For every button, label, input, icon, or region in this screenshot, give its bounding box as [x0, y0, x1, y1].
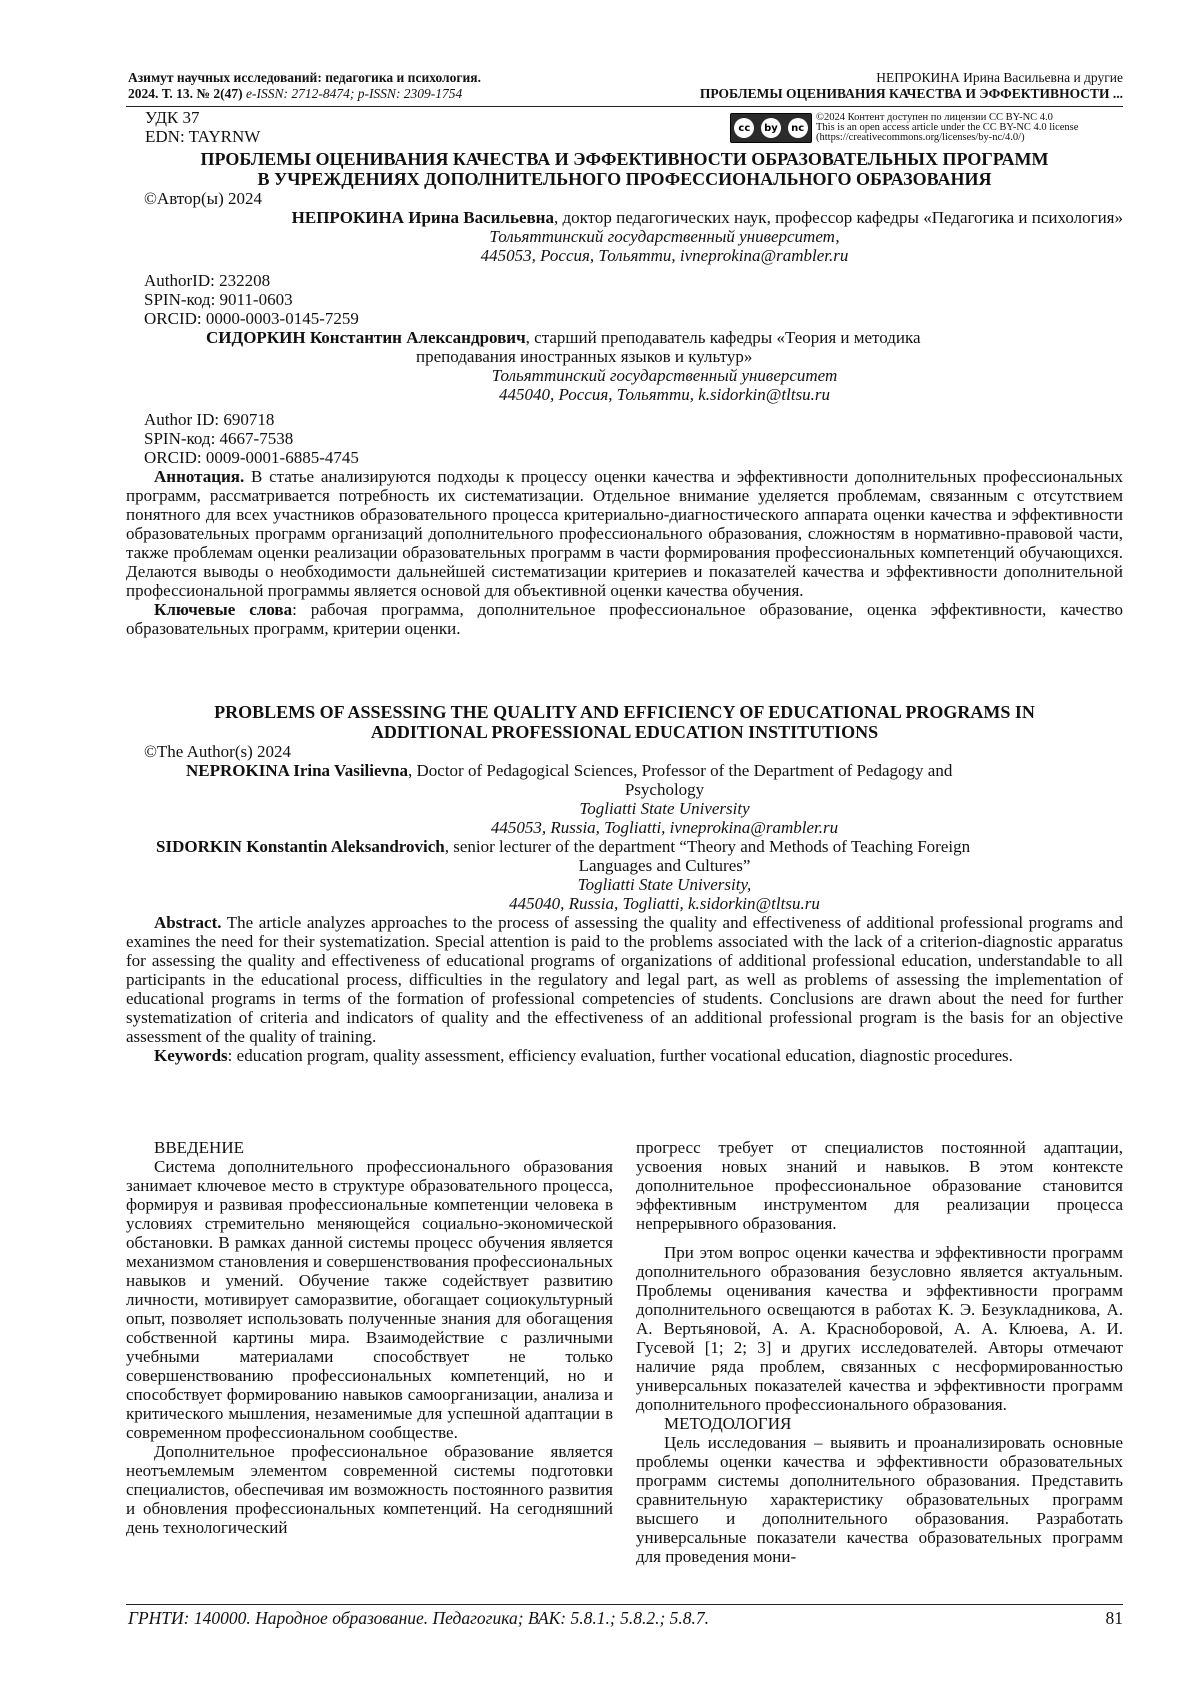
ru-title-line: ПРОБЛЕМЫ ОЦЕНИВАНИЯ КАЧЕСТВА И ЭФФЕКТИВНОСТИ ОБРАЗОВАТЕЛЬНЫХ ПРОГРАММ [200, 149, 1049, 169]
en-author1-address: 445053, Russia, Togliatti, ivneprokina@rambler.ru [490, 818, 839, 837]
author-position: , Doctor of Pedagogical Sciences, Professor of the Department of Pedagogy and [408, 761, 953, 780]
ru-author1 [126, 208, 1123, 227]
by-icon: by [761, 118, 781, 138]
en-author1-org: Togliatti State University [579, 799, 750, 818]
en-abstract [126, 913, 1123, 1046]
abstract-label: Аннотация. [154, 467, 245, 486]
abstract-text: В статье анализируются подходы к процессу оценки качества и эффективности дополнительных профессиональных программ, рассматривается потребность их систематизации. Отдельное внимание уделяется проблемам, связанным с отсутствием понятного для всех участников образовательного процесса критериально-диагностического аппарата оценки качества и эффективности образовательных программ организаций дополнительного профессионального образования, сложностям в нормативно-правовой части, также проблемам оценки реализации образовательных программ в части формирования профессиональных компетенций обучающихся. Делаются выводы о необходимости дальнейшей систематизации критериев и показателей качества и эффективности дополнительной профессиональной программы является основой для объективной оценки качества обучения. [126, 467, 1123, 600]
en-author2-org: Togliatti State University, [577, 875, 752, 894]
license-block [730, 113, 1111, 143]
ru-author2 [126, 328, 1123, 347]
keywords-label: Ключевые слова [154, 600, 293, 619]
body-paragraph: прогресс требует от специалистов постоянной адаптации, усвоения новых знаний и навыков. В этом контексте дополнительное профессиональное образование становится эффективным инструментом для реализации процесса непрерывного образования. [636, 1138, 1123, 1233]
page-footer [128, 1608, 1123, 1629]
footer-rule [126, 1604, 1123, 1605]
license-link[interactable]: (https://creativecommons.org/licenses/by-nc/4.0/) [816, 132, 1025, 143]
ru-author1-address: 445053, Россия, Тольятти, ivneprokina@rambler.ru [480, 246, 849, 265]
edn: EDN: TAYRNW [145, 127, 261, 146]
author-name: NEPROKINA Irina Vasilievna [186, 761, 408, 780]
author-name: СИДОРКИН Константин Александрович [206, 328, 526, 347]
cc-by-nc-badge[interactable] [730, 113, 812, 143]
orcid: ORCID: 0000-0003-0145-7259 [144, 309, 359, 328]
running-header [128, 70, 1123, 102]
abstract-text: The article analyzes approaches to the process of assessing the quality and effectiveness of additional professional programs and examines the need for their systematization. Special attention is paid to the problems associated with the lack of a criterion-diagnostic apparatus for assessing the quality and effectiveness of educational programs of organizations of additional professional education, understandable to all participants in the educational process, difficulties in the regulatory and legal part, as well as problems of assessing the implementation of educational programs in terms of the formation of professional competencies of students. Conclusions are drawn about the need for further systematization of criteria and indicators of quality and the effectiveness of an additional professional program is the basis for an objective assessment of the quality of training. [126, 913, 1123, 1046]
license-line: ©2024 Контент доступен по лицензии CC BY-NC 4.0 [816, 112, 1053, 123]
author-id: AuthorID: 232208 [144, 271, 271, 290]
en-author2-address: 445040, Russia, Togliatti, k.sidorkin@tltsu.ru [509, 894, 820, 913]
issue-info: 2024. Т. 13. № 2(47) [128, 86, 243, 101]
title-short: ПРОБЛЕМЫ ОЦЕНИВАНИЯ КАЧЕСТВА И ЭФФЕКТИВНОСТИ ... [699, 86, 1123, 101]
spin-code: SPIN-код: 9011-0603 [144, 290, 293, 309]
ru-author2-org: Тольяттинский государственный университет [491, 366, 838, 385]
author-position: , senior lecturer of the department “Theory and Methods of Teaching Foreign [444, 837, 971, 856]
en-front-matter [126, 702, 1123, 1065]
en-author2 [126, 837, 1123, 856]
en-keywords [126, 1046, 1123, 1065]
left-column [126, 1138, 613, 1537]
body-paragraph: Дополнительное профессиональное образование является неотъемлемым элементом современной системы подготовки специалистов, обеспечивая им возможность постоянного развития и обновления профессиональных компетенций. На сегодняшний день технологический [126, 1442, 613, 1537]
issn: e-ISSN: 2712-8474; p-ISSN: 2309-1754 [242, 86, 463, 101]
ru-front-matter [126, 149, 1123, 638]
ru-author2-position2: преподавания иностранных языков и культур» [416, 347, 753, 366]
ru-keywords [126, 600, 1123, 638]
intro-heading: ВВЕДЕНИЕ [154, 1138, 244, 1157]
udk: УДК 37 [145, 108, 200, 127]
en-title [126, 702, 1123, 742]
license-text [816, 113, 1111, 143]
body-paragraph: При этом вопрос оценки качества и эффективности программ дополнительного образования безусловно является актуальным. Проблемы оценивания качества и эффективности программ дополнительного освещаются в работах К. Э. Безукладникова, А. А. Вертьяновой, А. А. Красноборовой, А. А. Клюева, А. И. Гусевой [1; 2; 3] и других исследователей. Авторы отмечают наличие ряда проблем, связанных с несформированностью универсальных показателей качества и эффективности программ дополнительного профессионального образования. [636, 1243, 1123, 1414]
en-author2-position2: Languages and Cultures” [578, 856, 751, 875]
keywords-text: : education program, quality assessment, efficiency evaluation, further vocational education, diagnostic procedures. [227, 1046, 1013, 1065]
article-info [700, 70, 1123, 102]
en-title-line: PROBLEMS OF ASSESSING THE QUALITY AND EFFICIENCY OF EDUCATIONAL PROGRAMS IN [214, 702, 1035, 722]
cc-icon: cc [734, 118, 754, 138]
orcid: ORCID: 0009-0001-6885-4745 [144, 448, 359, 467]
ru-copyright: ©Автор(ы) 2024 [144, 189, 262, 208]
keywords-label: Keywords [154, 1046, 228, 1065]
body-paragraph: Цель исследования – выявить и проанализировать основные проблемы оценки качества и эффективности образовательных программ системы дополнительного образования. Представить сравнительную характеристику образовательных программ высшего и дополнительного образования. Разработать универсальные показатели качества образовательных программ для проведения мони- [636, 1433, 1123, 1566]
header-rule [126, 106, 1123, 107]
author-name: НЕПРОКИНА Ирина Васильевна [291, 208, 554, 227]
authors-short: НЕПРОКИНА Ирина Васильевна и другие [876, 70, 1123, 85]
right-column [636, 1138, 1123, 1566]
journal-title: Азимут научных исследований: педагогика и психология. [128, 70, 481, 85]
method-heading: МЕТОДОЛОГИЯ [664, 1414, 792, 1433]
keywords-text: : рабочая программа, дополнительное профессиональное образование, оценка эффективности, качество образовательных программ, критерии оценки. [126, 600, 1123, 638]
page-number: 81 [1105, 1608, 1123, 1628]
author-position: , старший преподаватель кафедры «Теория и методика [525, 328, 921, 347]
ru-author2-ids [126, 410, 1123, 467]
en-author1 [126, 761, 1123, 780]
abstract-label: Abstract. [154, 913, 222, 932]
ru-abstract [126, 467, 1123, 600]
author-id: Author ID: 690718 [144, 410, 275, 429]
en-author1-position2: Psychology [624, 780, 705, 799]
ru-author1-org: Тольяттинский государственный университет, [489, 227, 840, 246]
author-name: SIDORKIN Konstantin Aleksandrovich [156, 837, 445, 856]
en-copyright: ©The Author(s) 2024 [144, 742, 292, 761]
ru-author1-ids [126, 271, 1123, 328]
body-paragraph: Система дополнительного профессионального образования занимает ключевое место в структуре образовательного процесса, формируя и развивая профессиональные компетенции человека в условиях стремительно меняющейся социально-экономической обстановки. В рамках данной системы процесс обучения является механизмом становления и совершенствования профессиональных навыков и умений. Обучение также содействует развитию личности, мотивирует саморазвитие, обогащает социокультурный опыт, позволяет использовать полученные знания для обогащения собственной картины мира. Взаимодействие с различными учебными материалами способствует не только совершенствованию профессиональных компетенций, но и способствует формированию навыков самоорганизации, анализа и критического мышления, незаменимые для успешной адаптации в современном профессиональном сообществе. [126, 1157, 613, 1442]
ru-title [126, 149, 1123, 189]
author-position: , доктор педагогических наук, профессор кафедры «Педагогика и психология» [553, 208, 1123, 227]
nc-icon: nc [788, 118, 808, 138]
journal-info [128, 70, 481, 102]
license-line: This is an open access article under the CC BY-NC 4.0 license [816, 122, 1079, 133]
ru-author2-address: 445040, Россия, Тольятти, k.sidorkin@tltsu.ru [498, 385, 831, 404]
ru-title-line: В УЧРЕЖДЕНИЯХ ДОПОЛНИТЕЛЬНОГО ПРОФЕССИОНАЛЬНОГО ОБРАЗОВАНИЯ [257, 169, 992, 189]
en-title-line: ADDITIONAL PROFESSIONAL EDUCATION INSTITUTIONS [370, 722, 879, 742]
grnti-info: ГРНТИ: 140000. Народное образование. Педагогика; ВАК: 5.8.1.; 5.8.2.; 5.8.7. [128, 1608, 710, 1628]
spin-code: SPIN-код: 4667-7538 [144, 429, 294, 448]
